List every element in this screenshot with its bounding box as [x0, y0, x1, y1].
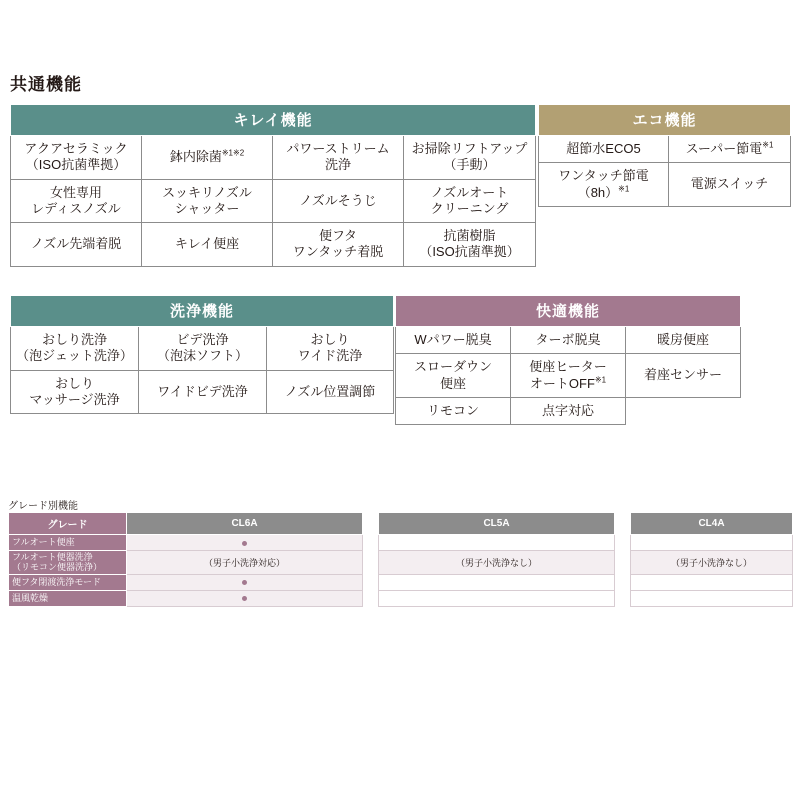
feature-cell: アクアセラミック （ISO抗菌準拠）	[11, 136, 142, 180]
grade-cell	[379, 590, 615, 606]
feature-cell: ターボ脱臭	[511, 327, 626, 354]
grade-header-cl6a: CL6A	[127, 513, 363, 535]
feature-cell: ワイドビデ洗浄	[139, 370, 267, 414]
table-caption-row	[539, 105, 791, 136]
grade-row-label: 便フタ閉渡洗浄モード	[9, 574, 127, 590]
grade-row-label: フルオート便座	[9, 535, 127, 551]
feature-cell: 暖房便座	[626, 327, 741, 354]
grade-row-label: 温風乾燥	[9, 590, 127, 606]
table-row	[11, 327, 394, 371]
grade-header-cl5a: CL5A	[379, 513, 615, 535]
table-caption-row	[396, 296, 741, 327]
dot-icon	[242, 541, 247, 546]
footnote-marker: ※1	[762, 140, 774, 150]
table-row	[539, 136, 791, 163]
table-row	[11, 223, 536, 267]
feature-cell: おしり マッサージ洗浄	[11, 370, 139, 414]
table-row	[396, 354, 741, 398]
grade-cell	[379, 574, 615, 590]
grade-cell: （男子小洗浄なし）	[379, 551, 615, 575]
grade-row-warm-air-dry	[9, 590, 793, 606]
feature-cell: 点字対応	[511, 397, 626, 424]
spacer-cell	[363, 551, 379, 575]
spacer-cell	[615, 535, 631, 551]
grade-row-full-auto-flush	[9, 551, 793, 575]
feature-cell: パワーストリーム 洗浄	[273, 136, 404, 180]
washing-caption: 洗浄機能	[11, 296, 394, 327]
grade-cell	[631, 535, 793, 551]
spacer-cell	[363, 574, 379, 590]
feature-cell: 抗菌樹脂 （ISO抗菌準拠）	[404, 223, 536, 267]
feature-cell: 女性専用 レディスノズル	[11, 179, 142, 223]
spacer-cell	[615, 513, 631, 535]
kirei-caption: キレイ機能	[11, 105, 536, 136]
feature-cell: 便フタ ワンタッチ着脱	[273, 223, 404, 267]
feature-cell: ノズルそうじ	[273, 179, 404, 223]
footnote-marker: ※1	[594, 375, 607, 385]
feature-cell: 鉢内除菌$^{※1※2}$	[142, 136, 273, 180]
eco-caption: エコ機能	[539, 105, 791, 136]
grade-cell	[631, 590, 793, 606]
table-row	[11, 179, 536, 223]
table-row	[11, 370, 394, 414]
grade-row-full-auto-seat	[9, 535, 793, 551]
feature-cell: ビデ洗浄 （泡沫ソフト）	[139, 327, 267, 371]
feature-cell: 電源スイッチ	[669, 163, 791, 207]
feature-cell: スッキリノズル シャッター	[142, 179, 273, 223]
grade-header-label: グレード	[9, 513, 127, 535]
table-caption-row	[11, 105, 536, 136]
feature-cell: おしり洗浄 （泡ジェット洗浄）	[11, 327, 139, 371]
grade-cell: （男子小洗浄なし）	[631, 551, 793, 575]
grade-comparison-table	[8, 512, 793, 607]
footnote-marker: ※1	[618, 184, 630, 194]
grade-cell	[631, 574, 793, 590]
feature-cell: 着座センサー	[626, 354, 741, 398]
feature-cell: ノズル位置調節	[267, 370, 394, 414]
footnote-marker: ※1※2	[221, 148, 245, 158]
spacer-cell	[363, 513, 379, 535]
feature-cell: キレイ便座	[142, 223, 273, 267]
comfort-caption: 快適機能	[396, 296, 741, 327]
table-caption-row	[11, 296, 394, 327]
table-row	[396, 397, 741, 424]
grade-row-lid-close-flush	[9, 574, 793, 590]
grade-cell: （男子小洗浄対応）	[127, 551, 363, 575]
spacer-cell	[363, 590, 379, 606]
feature-cell: お掃除リフトアップ （手動）	[404, 136, 536, 180]
spacer-cell	[363, 535, 379, 551]
feature-cell: リモコン	[396, 397, 511, 424]
eco-function-table	[538, 104, 791, 207]
grade-header-cl4a: CL4A	[631, 513, 793, 535]
spacer-cell	[615, 574, 631, 590]
feature-cell: 便座ヒーター オートOFF$^{※1}$	[511, 354, 626, 398]
dot-icon	[242, 580, 247, 585]
comfort-function-table	[395, 295, 741, 425]
page-title: 共通機能	[10, 75, 82, 94]
grade-cell	[127, 574, 363, 590]
feature-cell: Wパワー脱臭	[396, 327, 511, 354]
feature-cell: ノズル先端着脱	[11, 223, 142, 267]
grade-section-label: グレード別機能	[8, 501, 78, 512]
feature-cell: ノズルオート クリーニング	[404, 179, 536, 223]
grade-cell	[127, 535, 363, 551]
feature-cell: 超節水ECO5	[539, 136, 669, 163]
empty-cell	[626, 397, 741, 424]
dot-icon	[242, 596, 247, 601]
kirei-function-table	[10, 104, 536, 267]
table-row	[539, 163, 791, 207]
grade-row-label: フルオート便器洗浄 （リモコン便器洗浄）	[9, 551, 127, 575]
feature-cell: スーパー節電$^{※1}$	[669, 136, 791, 163]
feature-cell: スローダウン 便座	[396, 354, 511, 398]
feature-cell: おしり ワイド洗浄	[267, 327, 394, 371]
washing-function-table	[10, 295, 394, 414]
table-row	[11, 136, 536, 180]
grade-header-row	[9, 513, 793, 535]
spacer-cell	[615, 551, 631, 575]
spacer-cell	[615, 590, 631, 606]
grade-cell	[379, 535, 615, 551]
grade-cell	[127, 590, 363, 606]
feature-cell: ワンタッチ節電 $(8h)^{※1}$	[539, 163, 669, 207]
table-row	[396, 327, 741, 354]
